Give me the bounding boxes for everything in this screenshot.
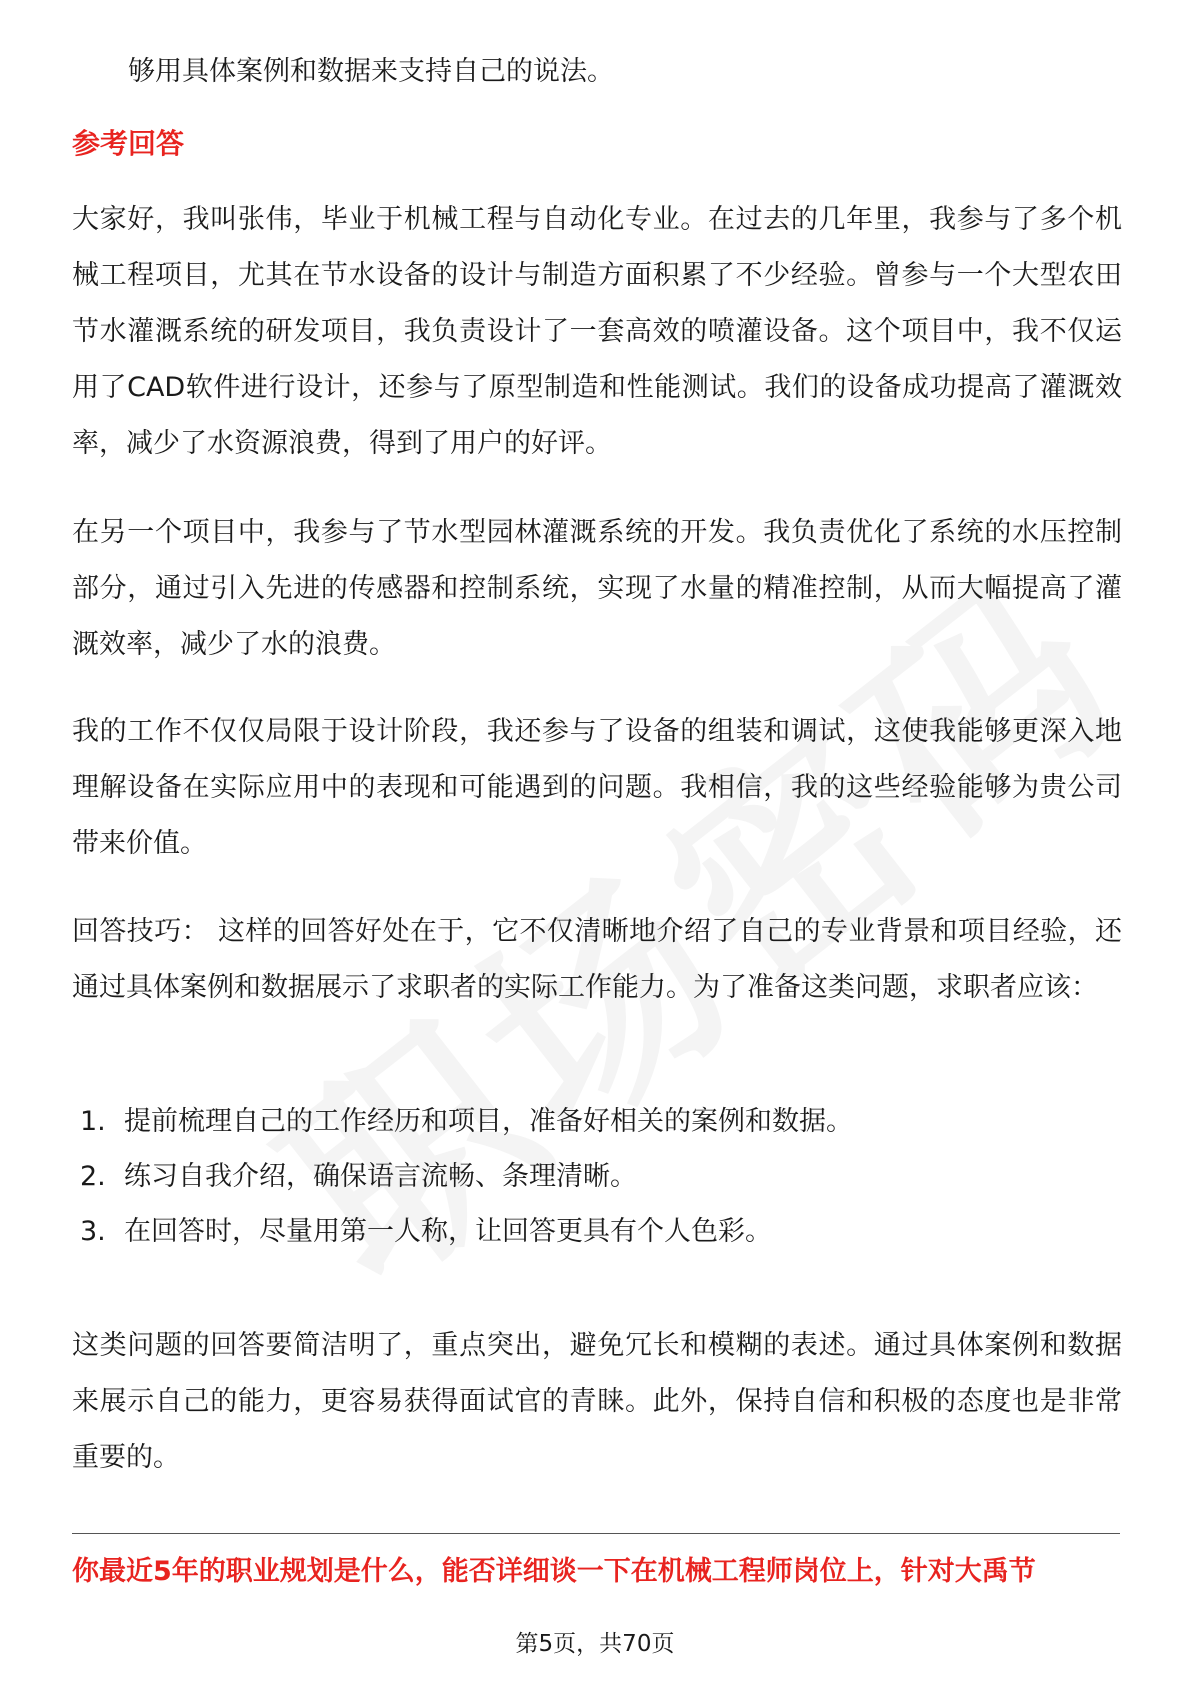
answer-paragraph-1: 大家好，我叫张伟，毕业于机械工程与自动化专业。在过去的几年里，我参与了多个机械工程项目，尤其在节水设备的设计与制造方面积累了不少经验。曾参与一个大型农田节水灌溉系统的研发项目，我负责设计了一套高效的喷灌设备。这个项目中，我不仅运用了CAD软件进行设计，还参与了原型制造和性能测试。我们的设备成功提高了灌溉效率，减少了水资源浪费，得到了用户的好评。: [72, 204, 1122, 459]
list-item: [80, 1204, 1120, 1259]
tips-intro-paragraph: 回答技巧： 这样的回答好处在于，它不仅清晰地介绍了自己的专业背景和项目经验，还通过具体案例和数据展示了求职者的实际工作能力。为了准备这类问题，求职者应该：: [72, 916, 1122, 1003]
list-item-text: 练习自我介绍，确保语言流畅、条理清晰。: [124, 1161, 637, 1192]
intro-line: 够用具体案例和数据来支持自己的说法。: [128, 56, 614, 87]
answer-paragraph-2: 在另一个项目中，我参与了节水型园林灌溉系统的开发。我负责优化了系统的水压控制部分，通过引入先进的传感器和控制系统，实现了水量的精准控制，从而大幅提高了灌溉效率，减少了水的浪费。: [72, 517, 1122, 660]
list-item: [80, 1094, 1120, 1149]
section-heading: 参考回答: [72, 127, 185, 160]
tips-list: [80, 1094, 1120, 1259]
closing-paragraph: 这类问题的回答要简洁明了，重点突出，避免冗长和模糊的表述。通过具体案例和数据来展示自己的能力，更容易获得面试官的青睐。此外，保持自信和积极的态度也是非常重要的。: [72, 1330, 1122, 1473]
answer-paragraph-3: 我的工作不仅仅局限于设计阶段，我还参与了设备的组装和调试，这使我能够更深入地理解设备在实际应用中的表现和可能遇到的问题。我相信，我的这些经验能够为贵公司带来价值。: [72, 716, 1122, 859]
page-footer: 第5页，共70页: [515, 1631, 675, 1657]
list-item-number: 1.: [80, 1106, 106, 1137]
next-question-heading: 你最近5年的职业规划是什么，能否详细谈一下在机械工程师岗位上，针对大禹节: [72, 1556, 1036, 1587]
list-item-number: 2.: [80, 1161, 106, 1192]
list-item-text: 提前梳理自己的工作经历和项目，准备好相关的案例和数据。: [124, 1106, 853, 1137]
list-item-text: 在回答时，尽量用第一人称，让回答更具有个人色彩。: [124, 1216, 772, 1247]
list-item-number: 3.: [80, 1216, 106, 1247]
section-divider: [72, 1533, 1120, 1534]
list-item: [80, 1149, 1120, 1204]
